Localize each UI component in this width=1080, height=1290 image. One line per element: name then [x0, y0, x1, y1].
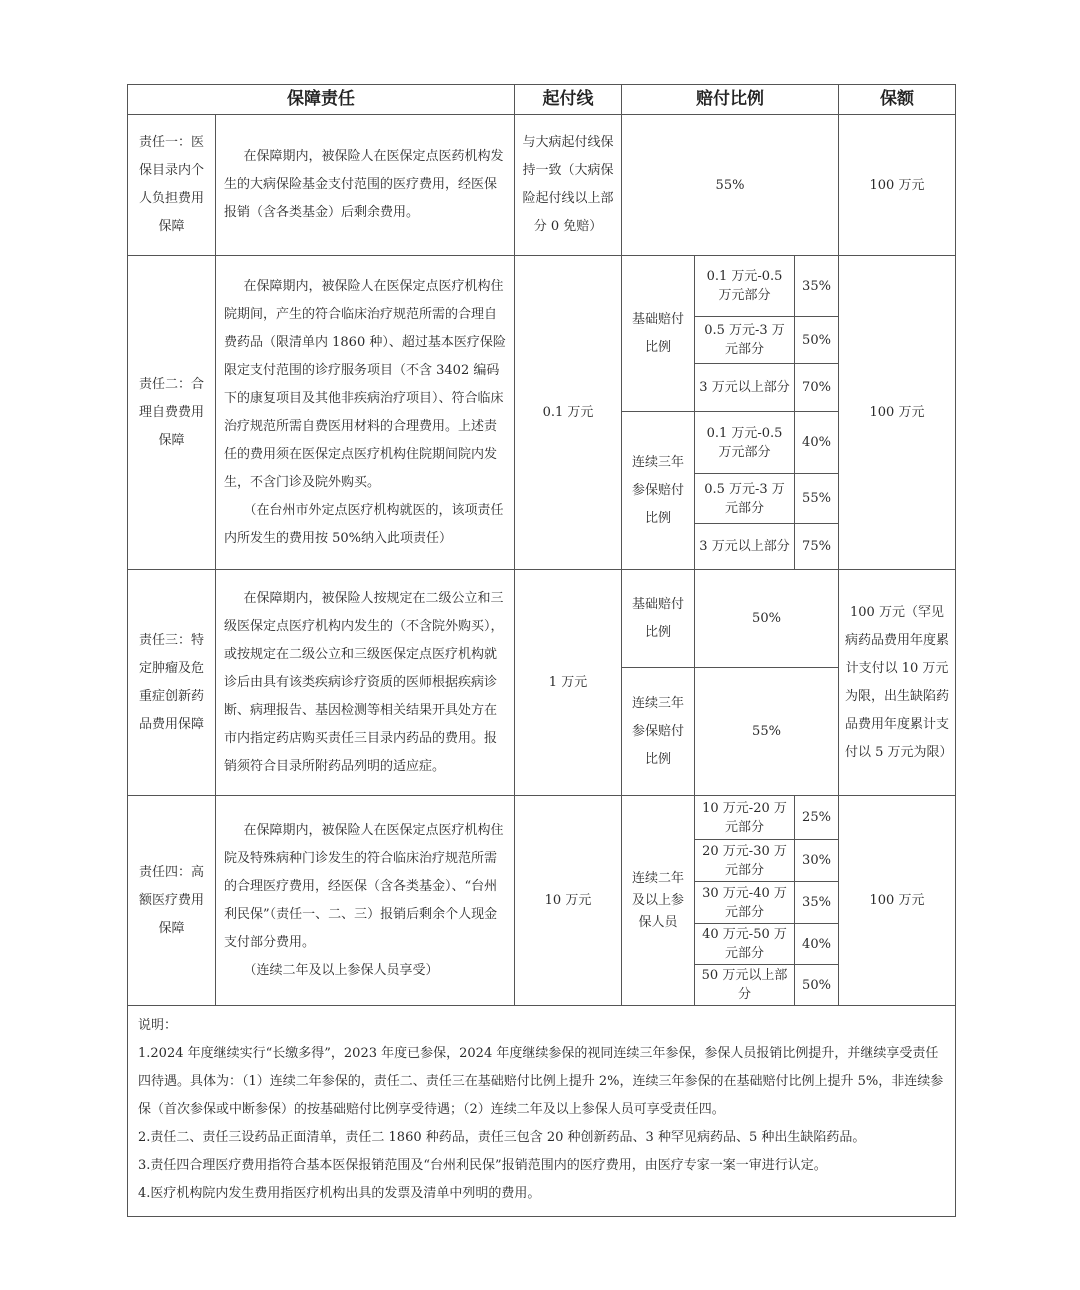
- r3-rate-continuous: 55%: [695, 668, 839, 796]
- r3-group-continuous: 连续三年参保赔付比例: [622, 668, 695, 796]
- note-item: 1.2024 年度继续实行“长缴多得”，2023 年度已参保，2024 年度继续参保的视同连续三年参保，参保人员报销比例提升，并继续享受责任四待遇。具体为：（1）连续二年参保的，责任二、责任三在基础赔付比例上提升 2%，连续三年参保的在基础赔付比例上提升 5%，非连续参保（首次参保或中断参保）的按基础赔付比例享受待遇；（2）连续二年及以上参保人员可享受责任四。: [138, 1046, 944, 1117]
- r4-amount: 100 万元: [839, 796, 956, 1006]
- header-threshold: 起付线: [515, 85, 622, 115]
- r2-continuous-tier-rate: 40%: [795, 412, 839, 474]
- r2-basic-tier-range: 3 万元以上部分: [695, 364, 795, 412]
- coverage-document: [127, 84, 955, 1217]
- r4-threshold: 10 万元: [515, 796, 622, 1006]
- r2-description: [216, 256, 515, 570]
- r2-basic-tier-range: 0.1 万元-0.5 万元部分: [695, 256, 795, 317]
- r4-description: [216, 796, 515, 1006]
- row-responsibility-4: [128, 796, 956, 840]
- r2-continuous-tier-rate: 75%: [795, 524, 839, 570]
- header-row: [128, 85, 956, 115]
- r2-group-continuous: 连续三年参保赔付比例: [622, 412, 695, 570]
- r3-amount: 100 万元（罕见病药品费用年度累计支付以 10 万元为限，出生缺陷药品费用年度累计支付以 5 万元为限）: [839, 570, 956, 796]
- r4-tier-rate: 35%: [795, 882, 839, 924]
- coverage-table: [127, 84, 956, 1217]
- r3-rate-basic: 50%: [695, 570, 839, 668]
- r4-tier-range: 30 万元-40 万元部分: [695, 882, 795, 924]
- r2-description-note: （在台州市外定点医疗机构就医的，该项责任内所发生的费用按 50%纳入此项责任）: [224, 502, 504, 546]
- row-responsibility-2: [128, 256, 956, 317]
- header-amount: 保额: [839, 85, 956, 115]
- r4-tier-rate: 40%: [795, 924, 839, 965]
- r3-group-basic: 基础赔付比例: [622, 570, 695, 668]
- r4-group: 连续二年及以上参保人员: [622, 796, 695, 1006]
- r1-rate: 55%: [622, 115, 839, 256]
- r1-description: 在保障期内，被保险人在医保定点医药机构发生的大病保险基金支付范围的医疗费用，经医保报销（含各类基金）后剩余费用。: [216, 115, 515, 256]
- r2-threshold: 0.1 万元: [515, 256, 622, 570]
- r3-description: 在保障期内，被保险人按规定在二级公立和三级医保定点医疗机构内发生的（不含院外购买），或按规定在二级公立和三级医保定点医疗机构就诊后由具有该类疾病诊疗资质的医师根据疾病诊断、病理报告、基因检测等相关结果开具处方在市内指定药店购买责任三目录内药品的费用。报销须符合目录所附药品列明的适应症。: [216, 570, 515, 796]
- notes-cell: [128, 1006, 956, 1217]
- r4-tier-rate: 25%: [795, 796, 839, 840]
- r2-continuous-tier-rate: 55%: [795, 474, 839, 524]
- r2-continuous-tier-range: 0.1 万元-0.5 万元部分: [695, 412, 795, 474]
- r2-basic-tier-rate: 70%: [795, 364, 839, 412]
- r4-tier-rate: 30%: [795, 840, 839, 882]
- r2-basic-tier-range: 0.5 万元-3 万元部分: [695, 317, 795, 364]
- r3-name: 责任三：特定肿瘤及危重症创新药品费用保障: [128, 570, 216, 796]
- r2-basic-tier-rate: 50%: [795, 317, 839, 364]
- r4-description-text: 在保障期内，被保险人在医保定点医疗机构住院及特殊病种门诊发生的符合临床治疗规范所需的合理医疗费用，经医保（含各类基金）、“台州利民保”（责任一、二、三）报销后剩余个人现金支付部分费用。: [224, 822, 504, 950]
- row-responsibility-1: [128, 115, 956, 256]
- r2-basic-tier-rate: 35%: [795, 256, 839, 317]
- row-responsibility-3: [128, 570, 956, 668]
- r4-tier-rate: 50%: [795, 965, 839, 1006]
- notes-title: 说明：: [138, 1018, 178, 1033]
- note-item: 4.医疗机构院内发生费用指医疗机构出具的发票及清单中列明的费用。: [138, 1186, 541, 1201]
- r4-tier-range: 50 万元以上部分: [695, 965, 795, 1006]
- r4-description-note: （连续二年及以上参保人员享受）: [243, 962, 439, 978]
- r1-amount: 100 万元: [839, 115, 956, 256]
- r2-description-text: 在保障期内，被保险人在医保定点医疗机构住院期间，产生的符合临床治疗规范所需的合理自费药品（限清单内 1860 种）、超过基本医疗保险限定支付范围的诊疗服务项目（不含 3402 编码下的康复项目及其他非疾病治疗项目）、符合临床治疗规范所需自费医用材料的合理费用。上述责任的费用须在医保定点医疗机构住院期间院内发生，不含门诊及院外购买。: [224, 278, 506, 490]
- r4-tier-range: 40 万元-50 万元部分: [695, 924, 795, 965]
- r1-threshold: 与大病起付线保持一致（大病保险起付线以上部分 0 免赔）: [515, 115, 622, 256]
- r2-amount: 100 万元: [839, 256, 956, 570]
- r2-group-basic: 基础赔付比例: [622, 256, 695, 412]
- r2-continuous-tier-range: 0.5 万元-3 万元部分: [695, 474, 795, 524]
- r1-name: 责任一：医保目录内个人负担费用保障: [128, 115, 216, 256]
- note-item: 3.责任四合理医疗费用指符合基本医保报销范围及“台州利民保”报销范围内的医疗费用，由医疗专家一案一审进行认定。: [138, 1158, 827, 1173]
- r4-name: 责任四：高额医疗费用保障: [128, 796, 216, 1006]
- r2-name: 责任二：合理自费费用保障: [128, 256, 216, 570]
- r4-tier-range: 10 万元-20 万元部分: [695, 796, 795, 840]
- notes-row: [128, 1006, 956, 1217]
- r2-continuous-tier-range: 3 万元以上部分: [695, 524, 795, 570]
- note-item: 2.责任二、责任三设药品正面清单，责任二 1860 种药品，责任三包含 20 种创新药品、3 种罕见病药品、5 种出生缺陷药品。: [138, 1130, 866, 1145]
- r4-tier-range: 20 万元-30 万元部分: [695, 840, 795, 882]
- header-payout-ratio: 赔付比例: [622, 85, 839, 115]
- header-coverage: 保障责任: [128, 85, 515, 115]
- r3-threshold: 1 万元: [515, 570, 622, 796]
